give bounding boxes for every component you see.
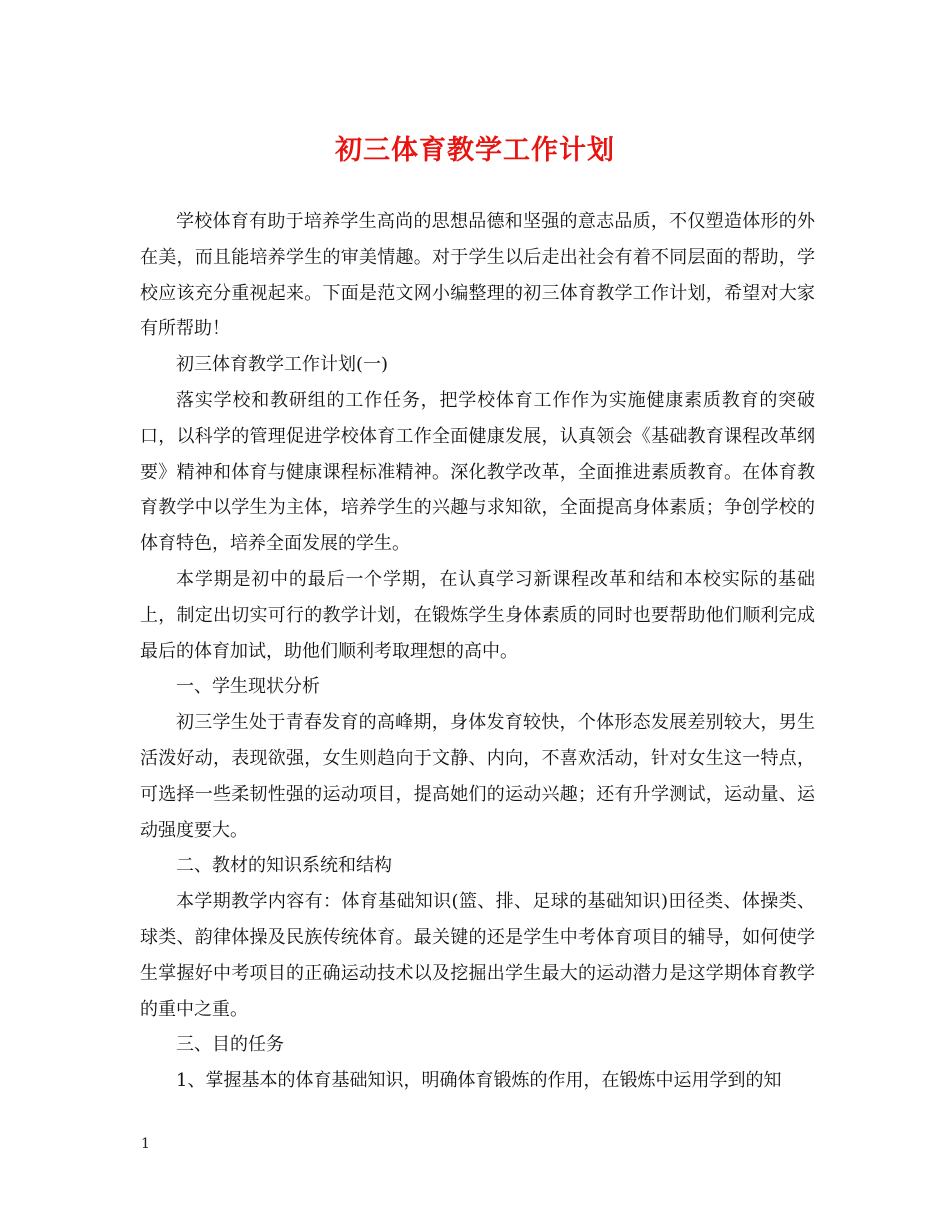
page-number: 1: [141, 1136, 150, 1152]
paragraph-semester: 本学期是初中的最后一个学期，在认真学习新课程改革和结和本校实际的基础上，制定出切实可行的教学计划，在锻炼学生身体素质的同时也要帮助他们顺利完成最后的体育加试，助他们顺利考取理想的高中。: [140, 568, 815, 662]
paragraph-curriculum: 本学期教学内容有：体育基础知识(篮、排、足球的基础知识)田径类、体操类、球类、韵律体操及民族传统体育。最关键的还是学生中考体育项目的辅导，如何使学生掌握好中考项目的正确运动技术以及挖掘出学生最大的运动潜力是这学期体育教学的重中之重。: [140, 891, 815, 1020]
section-heading-student-analysis: 一、学生现状分析: [176, 676, 320, 698]
section-heading-objectives: 三、目的任务: [176, 1034, 284, 1056]
paragraph-objective-1: 1、掌握基本的体育基础知识，明确体育锻炼的作用，在锻炼中运用学到的知: [176, 1070, 782, 1092]
paragraph-intro: 学校体育有助于培养学生高尚的思想品德和坚强的意志品质，不仅塑造体形的外在美，而且能培养学生的审美情趣。对于学生以后走出社会有着不同层面的帮助，学校应该充分重视起来。下面是范文网小编整理的初三体育教学工作计划，希望对大家有所帮助！: [140, 211, 815, 340]
paragraph-student-analysis: 初三学生处于青春发育的高峰期，身体发育较快，个体形态发展差别较大，男生活泼好动，表现欲强，女生则趋向于文静、内向，不喜欢活动，针对女生这一特点，可选择一些柔韧性强的运动项目，提高她们的运动兴趣；还有升学测试，运动量、运动强度要大。: [140, 712, 815, 841]
section-heading-plan-one: 初三体育教学工作计划(一): [176, 354, 389, 376]
section-heading-curriculum: 二、教材的知识系统和结构: [176, 855, 392, 877]
document-body: [140, 204, 815, 1099]
paragraph-goals: 落实学校和教研组的工作任务，把学校体育工作作为实施健康素质教育的突破口，以科学的管理促进学校体育工作全面健康发展，认真领会《基础教育课程改革纲要》精神和体育与健康课程标准精神。深化教学改革，全面推进素质教育。在体育教育教学中以学生为主体，培养学生的兴趣与求知欲，全面提高身体素质；争创学校的体育特色，培养全面发展的学生。: [140, 389, 815, 555]
document-title: 初三体育教学工作计划: [335, 135, 615, 166]
